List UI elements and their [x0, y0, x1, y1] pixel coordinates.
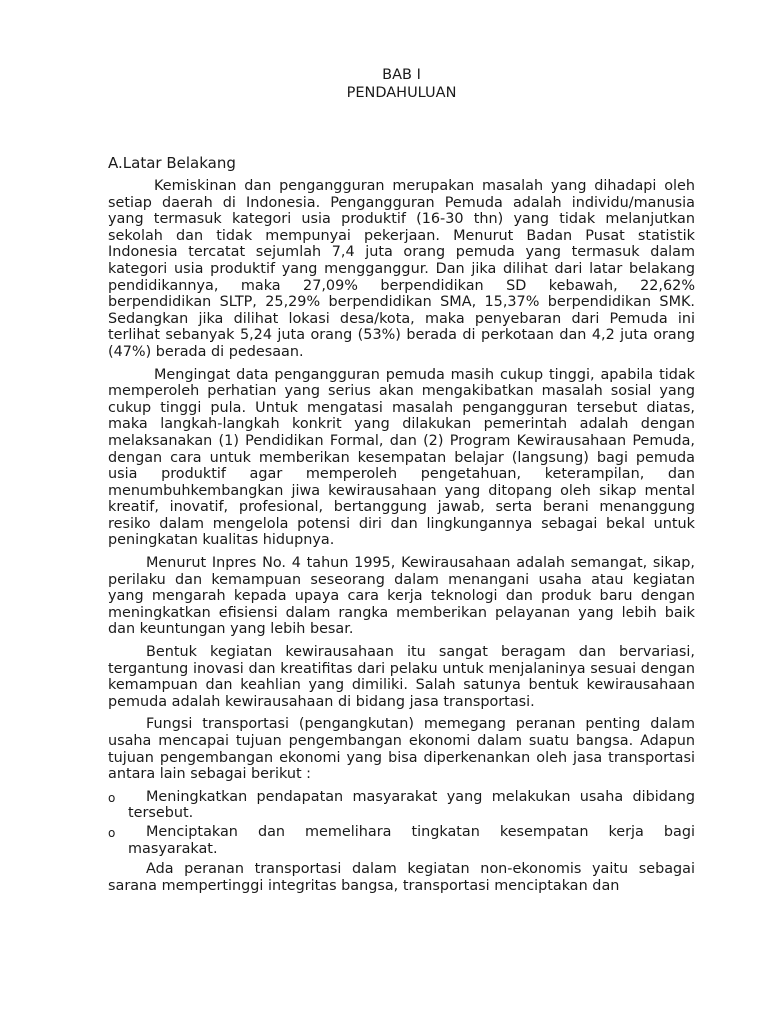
list-item-text: Menciptakan dan memelihara tingkatan kesempatan kerja bagi masyarakat. — [128, 823, 695, 857]
chapter-number: BAB I — [382, 67, 421, 83]
list-item — [108, 789, 695, 822]
bullet-circle-icon: o — [108, 825, 116, 840]
paragraph: Kemiskinan dan pengangguran merupakan masalah yang dihadapi oleh setiap daerah di Indonesia. Pengangguran Pemuda adalah individu/manusia yang termasuk kategori usia produktif (16-30 thn) yang tidak melanjutkan sekolah dan tidak mempunyai pekerjaan. Menurut Badan Pusat statistik Indonesia tercatat sejumlah 7,4 juta orang pemuda yang termasuk dalam kategori usia produktif yang mengganggur. Dan jika dilihat dari latar belakang pendidikannya, maka 27,09% berpendidikan SD kebawah, 22,62% berpendidikan SLTP, 25,29% berpendidikan SMA, 15,37% berpendidikan SMK. Sedangkan jika dilihat lokasi desa/kota, maka penyebaran dari Pemuda ini terlihat sebanyak 5,24 juta orang (53%) berada di perkotaan dan 4,2 juta orang (47%) berada di pedesaan. — [108, 178, 695, 360]
paragraph: Menurut Inpres No. 4 tahun 1995, Kewirausahaan adalah semangat, sikap, perilaku dan kemampuan seseorang dalam menangani usaha atau kegiatan yang mengarah kepada upaya cara kerja teknologi dan produk baru dengan meningkatkan efisiensi dalam rangka memberikan pelayanan yang lebih baik dan keuntungan yang lebih besar. — [108, 555, 695, 638]
document-page — [108, 66, 695, 1024]
list-item — [108, 824, 695, 857]
chapter-title: PENDAHULUAN — [346, 85, 457, 101]
paragraph: Fungsi transportasi (pengangkutan) memegang peranan penting dalam usaha mencapai tujuan pengembangan ekonomi dalam suatu bangsa. Adapun tujuan pengembangan ekonomi yang bisa diperkenankan oleh jasa transportasi antara lain sebagai berikut : — [108, 716, 695, 783]
paragraph: Ada peranan transportasi dalam kegiatan non-ekonomis yaitu sebagai sarana mempertinggi integritas bangsa, transportasi menciptakan dan — [108, 861, 695, 894]
paragraph: Bentuk kegiatan kewirausahaan itu sangat beragam dan bervariasi, tergantung inovasi dan kreatifitas dari pelaku untuk menjalaninya sesuai dengan kemampuan dan keahlian yang dimiliki. Salah satunya bentuk kewirausahaan pemuda adalah kewirausahaan di bidang jasa transportasi. — [108, 644, 695, 710]
paragraph: Mengingat data pengangguran pemuda masih cukup tinggi, apabila tidak memperoleh perhatian yang serius akan mengakibatkan masalah sosial yang cukup tinggi pula. Untuk mengatasi masalah pengangguran tersebut diatas, maka langkah-langkah konkrit yang dilakukan pemerintah adalah dengan melaksanakan (1) Pendidikan Formal, dan (2) Program Kewirausahaan Pemuda, dengan cara untuk memberikan kesempatan belajar (langsung) bagi pemuda usia produktif agar memperoleh pengetahuan, keterampilan, dan menumbuhkembangkan jiwa kewirausahaan yang ditopang oleh sikap mental kreatif, inovatif, profesional, bertanggung jawab, serta berani menanggung resiko dalam mengelola potensi diri dan lingkungannya sebagai bekal untuk peningkatan kualitas hidupnya. — [108, 366, 695, 549]
section-title: A.Latar Belakang — [108, 154, 236, 172]
bullet-circle-icon: o — [108, 790, 116, 805]
list-item-text: Meningkatkan pendapatan masyarakat yang melakukan usaha dibidang tersebut. — [128, 788, 695, 822]
bullet-list — [108, 789, 695, 857]
